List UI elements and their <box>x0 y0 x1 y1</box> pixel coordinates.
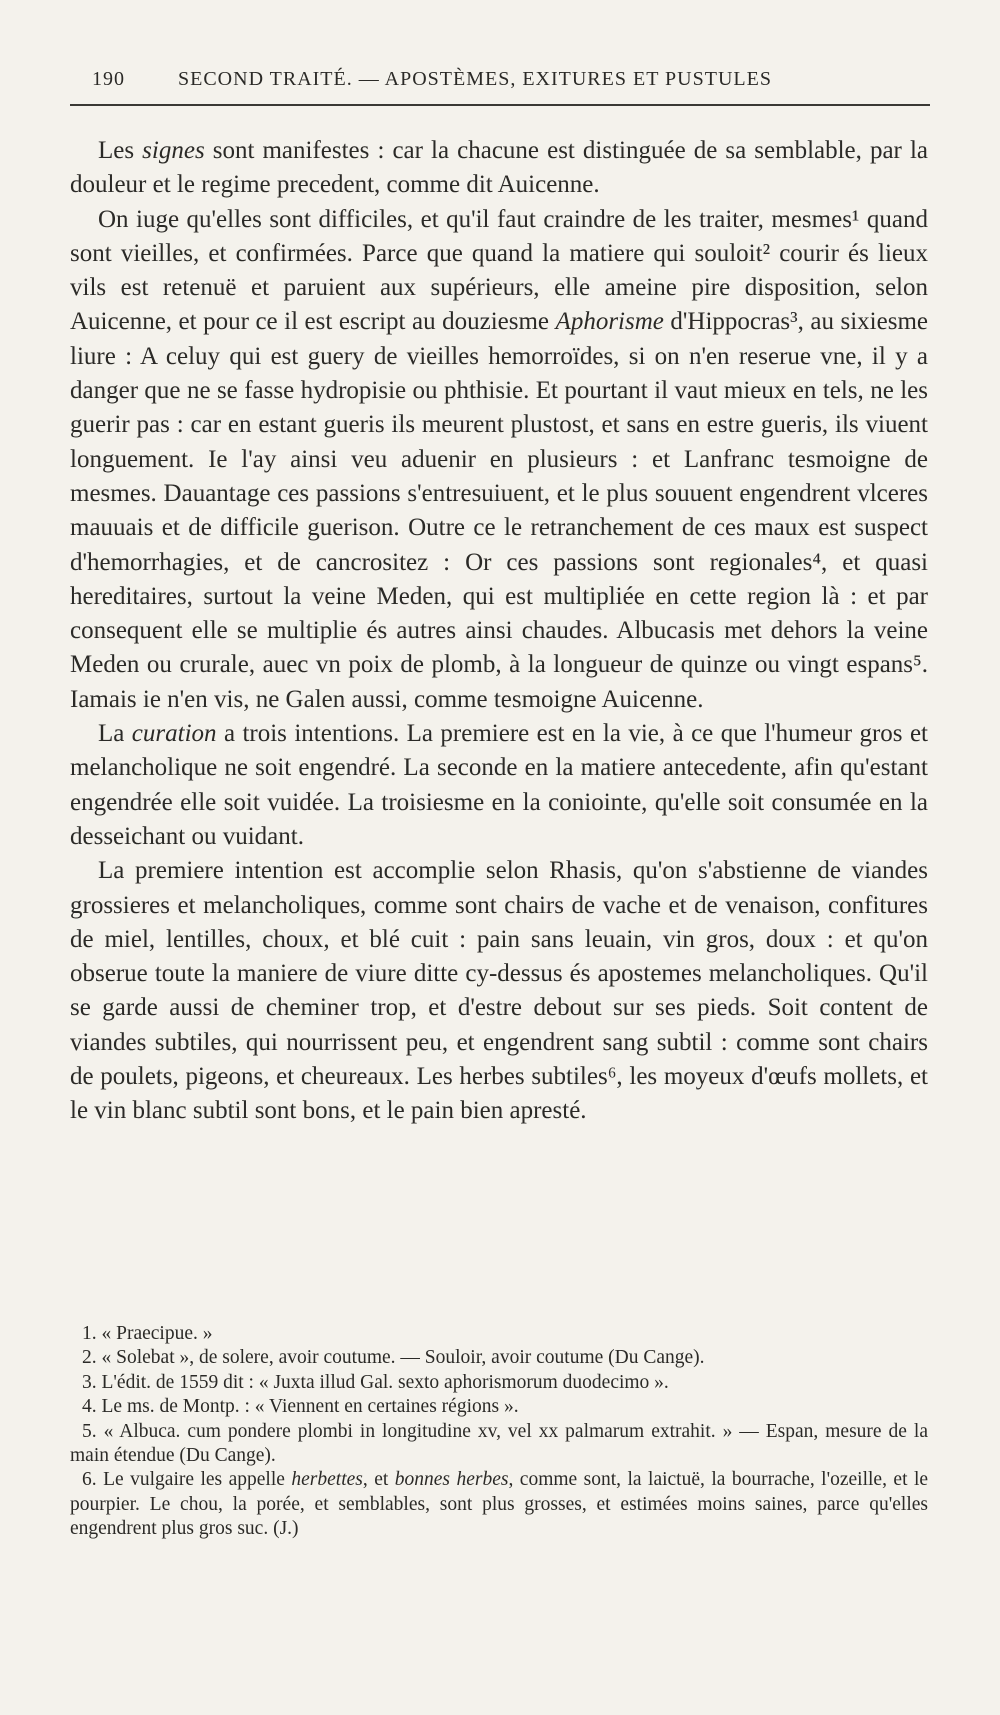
running-title: SECOND TRAITÉ. — APOSTÈMES, EXITURES ET PUSTULES <box>178 68 772 90</box>
footnote: 5. « Albuca. cum pondere plombi in longitudine xv, vel xx palmarum extrahit. » — Espan, mesure de la main étendue (Du Cange). <box>70 1420 928 1467</box>
running-header <box>92 62 927 96</box>
footnote: 1. « Praecipue. » <box>82 1323 213 1344</box>
footnotes <box>70 1322 928 1542</box>
page-number: 190 <box>92 68 125 90</box>
footnote: 6. Le vulgaire les appelle herbettes, et bonnes herbes, comme sont, la laictuë, la bourrache, l'ozeille, et le pourpier. Le chou, la porée, et semblables, sont plus grosses, et estimées moins saines, parce qu'elles engendrent plus gros suc. (J.) <box>70 1469 929 1540</box>
footnote: 3. L'édit. de 1559 dit : « Juxta illud Gal. sexto aphorismorum duodecimo ». <box>82 1371 669 1393</box>
paragraph: La premiere intention est accomplie selon Rhasis, qu'on s'abstienne de viandes grossieres et melancholiques, comme sont chairs de vache et de venaison, confitures de miel, lentilles, choux, et blé cuit : pain sans leuain, vin gros, doux : et qu'on obserue toute la maniere de viure ditte cy-dessus és apostemes melancholiques. Qu'il se garde aussi de cheminer trop, et d'estre debout sur ses pieds. Soit content de viandes subtiles, qui nourrissent peu, et engendrent sang subtil : comme sont chairs de poulets, pigeons, et cheureaux. Les herbes subtiles⁶, les moyeux d'œufs mollets, et le vin blanc subtil sont bons, et le pain bien apresté. <box>70 857 928 1125</box>
paragraph: Les signes sont manifestes : car la chacune est distinguée de sa semblable, par la douleur et le regime precedent, comme dit Auicenne. <box>70 137 928 199</box>
paragraph: On iuge qu'elles sont difficiles, et qu'il faut craindre de les traiter, mesmes¹ quand sont vieilles, et confirmées. Parce que quand la matiere qui souloit² courir és lieux vils est retenuë et paruient aux supérieurs, elle ameine pire disposition, selon Auicenne, et pour ce il est escript au douziesme Aphorisme d'Hippocras³, au sixiesme liure : A celuy qui est guery de vieilles hemorroïdes, si on n'en reserue vne, il y a danger que ne se fasse hydropisie ou phthisie. Et pourtant il vaut mieux en tels, ne les guerir pas : car en estant gueris ils meurent plustost, et sans en estre gueris, ils viuent longuement. Ie l'ay ainsi veu aduenir en plusieurs : et Lanfranc tesmoigne de mesmes. Dauantage ces passions s'entresuiuent, et le plus souuent engendrent vlceres mauuais et de difficile guerison. Outre ce le retranchement de ces maux est suspect d'hemorrhagies, et de cancrositez : Or ces passions sont regionales⁴, et quasi hereditaires, surtout la veine Meden, qui est multipliée en cette region là : et par consequent elle se multiplie és autres ainsi chaudes. Albucasis met dehors la veine Meden ou crurale, auec vn poix de plomb, à la longueur de quinze ou vingt espans⁵. Iamais ie n'en vis, ne Galen aussi, comme tesmoigne Auicenne. <box>70 205 928 713</box>
header-rule <box>70 104 930 106</box>
footnote: 2. « Solebat », de solere, avoir coutume. — Souloir, avoir coutume (Du Cange). <box>82 1347 705 1369</box>
paragraph: La curation a trois intentions. La premiere est en la vie, à ce que l'humeur gros et melancholique ne soit engendré. La seconde en la matiere antecedente, afin qu'estant engendrée elle soit vuidée. La troisiesme en la coniointe, qu'elle soit consumée en la desseichant ou vuidant. <box>70 720 928 850</box>
footnote: 4. Le ms. de Montp. : « Viennent en certaines régions ». <box>82 1396 519 1418</box>
body-text <box>70 134 928 1129</box>
